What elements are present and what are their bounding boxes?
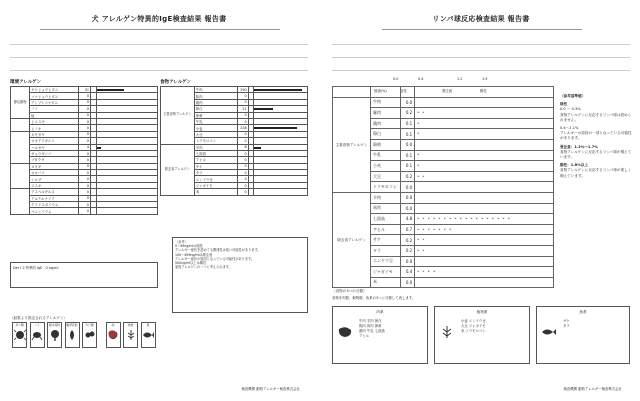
divider [332, 44, 630, 45]
allergen-percent: 0.1 [400, 118, 414, 129]
reference-header: 〈参考〉 [175, 240, 188, 244]
weed-pollen-icon [66, 329, 78, 341]
axis-tick-label: 1.2 [457, 77, 463, 81]
allergen-name: カモガヤ [30, 131, 79, 137]
column-header: 陽性 [480, 89, 487, 93]
allergen-name: サケ [194, 163, 237, 169]
page-title: 犬 アレルゲン特異的IgE検査結果 報告書 [91, 15, 227, 23]
icons-caption: 〈結果より推定されるアレルゲン〉 [10, 316, 68, 320]
allergen-icon-cell [12, 322, 27, 348]
allergen-name: 大豆 [194, 131, 237, 137]
lymphocyte-report-page [322, 0, 640, 401]
allergen-value: 0 [237, 93, 248, 99]
column-header: 要注意 [442, 89, 453, 93]
allergen-name: タラ [194, 170, 237, 176]
allergen-name: アスペルギルス [30, 189, 79, 195]
icon-label: 肉 [111, 323, 115, 327]
allergen-percent: 4.8 [400, 214, 414, 225]
lymphocyte-table [332, 86, 554, 288]
allergen-name: アルテルナリア [30, 195, 79, 201]
allergen-percent: 0.2 [400, 235, 414, 246]
meat-icon [337, 325, 353, 339]
column-header: 陰性 [400, 89, 407, 93]
reference-box [172, 237, 308, 313]
table-header-row [333, 87, 554, 98]
ige-report-page [0, 0, 318, 401]
allergen-name: 小麦 [194, 125, 237, 131]
allergen-value: 0 [78, 131, 90, 137]
allergen-value: 0 [237, 157, 248, 163]
allergen-value: 0 [78, 189, 90, 195]
icon-label: ダニ類 [15, 323, 24, 327]
allergen-percent: 0.7 [400, 224, 414, 235]
allergen-name: エンドウ豆 [371, 256, 401, 267]
allergen-icon-cell [65, 322, 80, 348]
level-dots [415, 139, 554, 150]
reference-head: 陽性：1.8%以上 [560, 163, 588, 168]
allergen-value: 0 [237, 163, 248, 169]
category-label [11, 118, 30, 131]
allergen-name: アシブトコナダニ [30, 99, 79, 105]
page-title: リンパ球反応検査結果 報告書 [432, 15, 530, 23]
icon-label: カビ類 [85, 323, 94, 327]
allergen-name: オオバコ [30, 170, 79, 176]
food-category-box [434, 306, 530, 364]
allergen-value: 31 [78, 87, 90, 93]
allergen-name: 牛肉 [371, 97, 401, 108]
allergen-name: 豚肉 [371, 108, 401, 119]
allergen-name: 馬肉 [371, 203, 401, 214]
level-dots: * * [415, 245, 554, 256]
allergen-name: ハルガヤ [30, 144, 79, 150]
allergen-value: 0 [78, 99, 90, 105]
level-dots: * [415, 150, 554, 161]
allergen-name: コナヒョウヒダニ [30, 93, 79, 99]
allergen-name: エンドウ豆 [194, 176, 237, 182]
allergen-percent: 0.2 [400, 245, 414, 256]
reference-line: 0〜99ng/mlは陰性 [175, 244, 203, 249]
allergen-percent: 0.0 [400, 256, 414, 267]
allergen-value: 21 [237, 106, 248, 112]
total-ige-box [10, 262, 158, 288]
column-header: 数値(%) [374, 89, 387, 93]
level-bar-cell [97, 208, 158, 214]
allergen-name: 七面鳥 [371, 214, 401, 225]
allergen-name: 卵白 [194, 106, 237, 112]
allergen-name: アヒル [194, 157, 237, 163]
food-category-title: 肉系 [376, 310, 384, 314]
fish-icon [142, 329, 154, 341]
divider [332, 57, 630, 58]
allergen-value: 0 [78, 106, 90, 112]
allergen-value: 0 [78, 176, 90, 182]
allergen-value: 0 [78, 157, 90, 163]
level-bar [254, 108, 273, 110]
meat-icon [107, 329, 119, 341]
reference-body: 食物アレルゲンに反応するリンパ球が増えています。 [560, 149, 632, 160]
allergen-name: シロザ [30, 176, 79, 182]
blank-cell [333, 87, 371, 98]
reference-line: アレルギー症状の原因となっている可能性があります。 [175, 256, 255, 261]
level-bar [254, 127, 297, 129]
allergen-value: 0 [78, 125, 90, 131]
allergen-name: 米 [371, 277, 401, 288]
food-category-title: 魚系 [579, 310, 587, 314]
allergen-name: 牛乳 [371, 150, 401, 161]
food-category-box [332, 306, 428, 364]
food-category-box [536, 306, 630, 364]
reference-line: アレルギー症状を認めても関連性は低い可能性があります。 [175, 248, 261, 253]
blank-cell [371, 87, 401, 98]
env-allergen-header: 環境アレルゲン [10, 80, 42, 85]
allergen-value: 0 [237, 118, 248, 124]
allergen-name: ジャガイモ [371, 267, 401, 278]
allergen-name: 豚肉 [194, 93, 237, 99]
allergen-value: 0 [78, 182, 90, 188]
allergen-value: 0 [237, 150, 248, 156]
allergen-value: 0 [237, 189, 248, 195]
allergen-name: 大豆 [371, 171, 401, 182]
allergen-icon-cell [30, 322, 45, 348]
allergen-name: 卵黄 [371, 139, 401, 150]
level-dots [415, 256, 554, 267]
category-label: 除去食アレルゲン [161, 144, 195, 195]
category-label: 節足動物 [11, 87, 30, 119]
title-rule [382, 29, 582, 30]
level-dots: * * * * [415, 267, 554, 278]
allergen-name: 羊肉 [371, 192, 401, 203]
divider [332, 70, 630, 71]
level-bar [97, 147, 101, 149]
reference-head: 陰性 [560, 102, 568, 107]
footer-lab: 検査機関 動物アレルギー検査株式会社 [241, 387, 300, 391]
category-label [11, 131, 30, 163]
allergen-percent: 0.1 [400, 161, 414, 172]
level-dots: * [415, 129, 554, 140]
allergen-value: 8 [237, 144, 248, 150]
food-category-items: 小麦 エンドウ豆 大豆 ジャガイモ 米 トウモロコシ [461, 319, 486, 333]
allergen-percent: 0.0 [400, 277, 414, 288]
allergen-value: 0 [237, 112, 248, 118]
allergen-value: 0 [78, 208, 90, 214]
allergen-value: 0 [78, 112, 90, 118]
allergen-value: 0 [78, 195, 90, 201]
allergen-percent: 0.0 [400, 139, 414, 150]
allergen-icon-cell [47, 322, 62, 348]
level-dots [415, 192, 554, 203]
category-label: 除去食アレルゲン [333, 192, 371, 287]
table-row [333, 97, 554, 108]
level-dots [415, 277, 554, 288]
reference-body: 0.4〜1.1% アレルギーの原因の一部となっている可能性があります。 [560, 126, 632, 141]
allergen-percent: 0.0 [400, 192, 414, 203]
allergen-value: 238 [237, 125, 248, 131]
divider [10, 70, 308, 71]
reference-body: 0.0 〜 0.3% 食物アレルゲンに反応するリンパ球は認められません。 [560, 107, 632, 122]
footer-lab: 検査機関 動物アレルギー検査株式会社 [563, 387, 622, 391]
food-category-title: 植物系 [476, 310, 488, 314]
category-label [11, 189, 30, 215]
icon-label: 魚 [146, 323, 150, 327]
allergen-value: 0 [78, 163, 90, 169]
allergen-value: 0 [237, 99, 248, 105]
env-allergen-table [10, 86, 158, 215]
food-allergen-header: 食物アレルゲン [160, 80, 192, 85]
flea-icon [31, 329, 43, 341]
level-dots [415, 203, 554, 214]
level-bar [254, 89, 302, 91]
allergen-value: 0 [78, 118, 90, 124]
food-category-items: サケ タラ [563, 319, 570, 328]
allergen-name: ススキ [30, 182, 79, 188]
allergen-icon-cell [141, 322, 156, 348]
allergen-icon-cell [106, 322, 121, 348]
allergen-value: 0 [78, 93, 90, 99]
reference-body: 食物アレルゲンに反応するリンパ球が著しく増えています。 [560, 168, 632, 178]
allergen-name: ヒノキ [30, 125, 79, 131]
allergen-name: ヤケヒョウヒダニ [30, 87, 79, 93]
axis-tick-label: 1.9 [482, 77, 488, 81]
allergen-name: トウモロコシ [371, 182, 401, 193]
allergen-name: ヒメスギ [30, 118, 79, 124]
allergen-value: 0 [237, 182, 248, 188]
allergen-name: 牛肉 [194, 87, 237, 93]
axis-tick-label: 0.0 [393, 77, 399, 81]
allergen-name: 卵黄 [194, 112, 237, 118]
allergen-name: 羊肉 [194, 144, 237, 150]
category-label: 主要食物アレルゲン [333, 97, 371, 192]
reference-values [560, 94, 634, 179]
food-note: 食物を肉類、穀物類、魚系の3つに分類して表します。 [332, 296, 416, 300]
reference-title: 〈参考基準値〉 [560, 94, 586, 98]
level-dots [415, 97, 554, 108]
reference-line: 原因アレルゲンの一つと考えられます。 [175, 265, 232, 270]
level-dots: * [415, 118, 554, 129]
tree-pollen-icon [49, 329, 61, 341]
axis-tick-label: 0.4 [418, 77, 424, 81]
title-rule [40, 29, 280, 30]
level-dots: * * [415, 235, 554, 246]
grain-icon [125, 329, 137, 341]
icon-label: 食物 [127, 323, 134, 327]
level-bar [254, 147, 261, 149]
level-dots: * * * * * * * * * * * * * * * * * * [415, 214, 554, 225]
allergen-percent: 0.1 [400, 150, 414, 161]
mold-icon [84, 329, 96, 341]
table-row [11, 208, 158, 214]
allergen-name: 鶏肉 [371, 118, 401, 129]
reference-head: 要注意：1.2%〜1.7% [560, 144, 598, 149]
allergen-name: タラ [371, 245, 401, 256]
allergen-value: 0 [78, 170, 90, 176]
blank-cell [400, 87, 414, 98]
level-dots: * * [415, 171, 554, 182]
allergen-percent: 0.0 [400, 97, 414, 108]
allergen-name: 蚊 [30, 112, 79, 118]
allergen-name: ギョウギシバ [30, 150, 79, 156]
level-bar-cell [254, 189, 308, 195]
allergen-value: 0 [78, 150, 90, 156]
allergen-name: サケ [371, 235, 401, 246]
icon-label: 雑草花粉 [66, 323, 78, 327]
allergen-name: ペニシリウム [30, 208, 79, 214]
reference-line: 100〜499ng/mlは要注意 [175, 252, 213, 257]
table-row [333, 192, 554, 203]
allergen-value: 0 [237, 176, 248, 182]
allergen-name: 米 [194, 189, 237, 195]
allergen-icon-cell [82, 322, 97, 348]
allergen-percent: 0.1 [400, 129, 414, 140]
plant-icon [439, 325, 455, 339]
allergen-name: ノミ [30, 106, 79, 112]
allergen-name: 牛乳 [194, 118, 237, 124]
allergen-name: ジャガイモ [194, 182, 237, 188]
reference-line: 500ng/ml以上は陽性 [175, 261, 207, 266]
food-category-items: 牛肉 羊肉 卵白 豚肉 馬肉 卵黄 鶏肉 牛乳 七面鳥 アヒル [359, 319, 385, 338]
category-label [11, 163, 30, 189]
mite-icon [14, 329, 26, 341]
blank-cell [415, 87, 554, 98]
total-ige-label: Der f 2 特異的 IgE [13, 266, 43, 270]
allergen-value: 290 [237, 87, 248, 93]
allergen-name: ヨモギ [30, 163, 79, 169]
fish-icon [541, 325, 557, 339]
allergen-percent: 0.2 [400, 108, 414, 119]
food-caption: 〈食物の3つの分類〉 [332, 289, 367, 293]
allergen-percent: 0.0 [400, 203, 414, 214]
level-dots: * * [415, 108, 554, 119]
level-bar [97, 89, 123, 91]
food-allergen-table [160, 86, 308, 196]
allergen-name: ブタクサ [30, 157, 79, 163]
allergen-percent: 0.4 [400, 267, 414, 278]
allergen-name: 卵白 [371, 129, 401, 140]
icon-label: ノミ [34, 323, 40, 327]
allergen-percent: 0.2 [400, 171, 414, 182]
icon-label: 樹木花粉 [48, 323, 61, 327]
allergen-name: 七面鳥 [194, 150, 237, 156]
divider [10, 44, 308, 45]
allergen-name: クラドスポリウム [30, 202, 79, 208]
category-label: 主要食物アレルゲン [161, 87, 195, 145]
level-dots: * [415, 161, 554, 172]
allergen-value: 0 [237, 131, 248, 137]
allergen-value: 0 [78, 138, 90, 144]
divider [10, 57, 308, 58]
level-dots [415, 182, 554, 193]
allergen-value: 4 [78, 144, 90, 150]
allergen-name: 鶏肉 [194, 99, 237, 105]
allergen-icon-cell [123, 322, 138, 348]
allergen-value: 0 [78, 202, 90, 208]
level-dots: * * * * * * * [415, 224, 554, 235]
allergen-value: 0 [237, 170, 248, 176]
allergen-percent: 0.0 [400, 182, 414, 193]
allergen-value: 0 [237, 138, 248, 144]
allergen-name: トウモロコシ [194, 138, 237, 144]
allergen-name: 小麦 [371, 161, 401, 172]
allergen-name: オオアワガエリ [30, 138, 79, 144]
total-ige-unit: ng/ml [48, 266, 59, 270]
allergen-name: アヒル [371, 224, 401, 235]
total-ige-value: 0 [45, 266, 48, 270]
